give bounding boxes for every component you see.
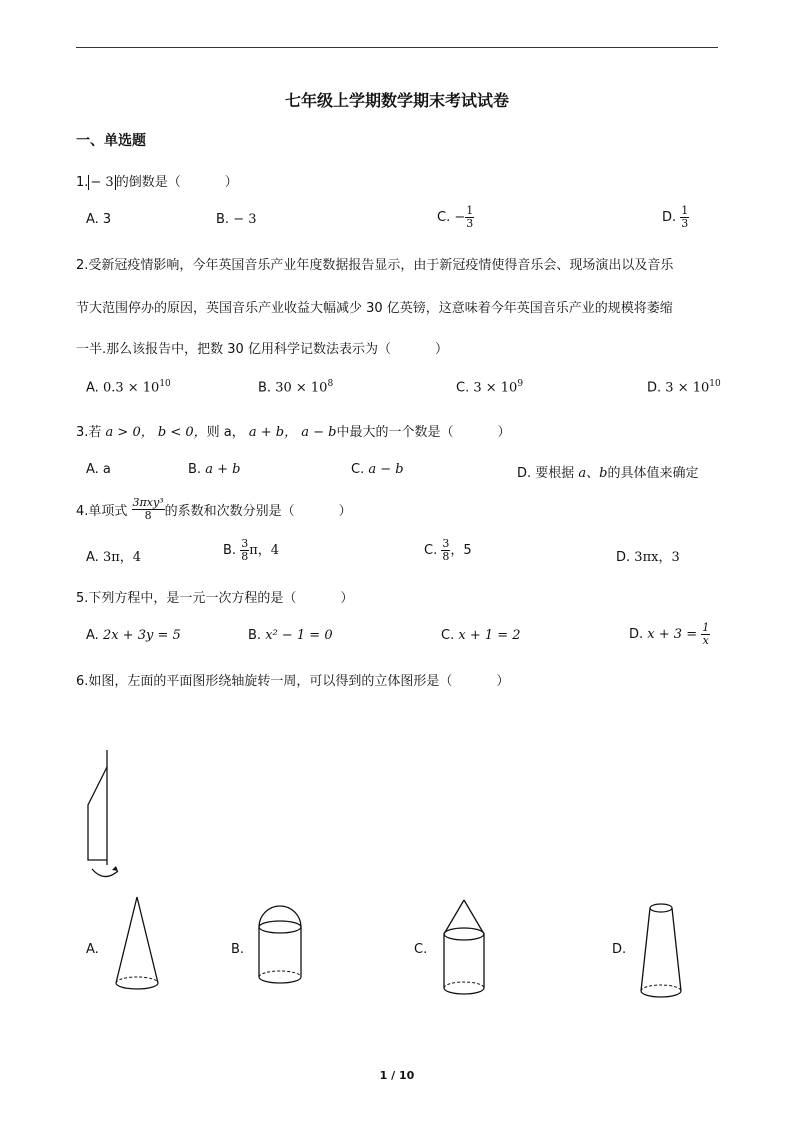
q1-option-a: A. 3 <box>86 212 112 227</box>
question-1: 1. − 3 的倒数是（ ） <box>76 175 238 190</box>
q2-option-a: A. $0.3 \times 10^{10}$ <box>86 379 171 396</box>
plane-figure-diagram <box>78 745 138 885</box>
q5-option-c: C. x + 1 = 2 <box>441 628 521 643</box>
arrow-head <box>112 866 118 871</box>
q5-option-a: A. 2x + 3y = 5 <box>86 628 181 643</box>
q6-option-b-label: B. <box>231 942 245 957</box>
question-2-line-1: 2.受新冠疫情影响，今年英国音乐产业年度数据报告显示，由于新冠疫情使得音乐会、现场演出以及音乐 <box>76 258 674 273</box>
cone-figure <box>112 893 172 993</box>
q1-option-b: B. − 3 <box>216 212 257 227</box>
fraction: $\frac{3}{8}$ <box>241 537 249 563</box>
q4-option-c: C. $\frac{3}{8}$ ，5 <box>424 537 472 563</box>
q4-option-d: D. 3πx，3 <box>616 550 680 565</box>
fraction: $\frac{1}{3}$ <box>466 204 474 230</box>
q3-option-c: C. a − b <box>351 462 404 477</box>
monomial-fraction: $\frac{\text{3πxy³}}{8}$ <box>132 496 164 522</box>
fraction: $\frac{1}{3}$ <box>681 204 689 230</box>
question-4: 4.单项式 $\frac{\text{3πxy³}}{8}$ 的系数和次数分别是（ ） <box>76 496 352 522</box>
q3-option-a: A. a <box>86 462 111 477</box>
header-rule <box>76 47 718 48</box>
fraction: $\frac{1}{x}$ <box>702 621 710 647</box>
question-5: 5.下列方程中，是一元一次方程的是（ ） <box>76 591 354 606</box>
abs-value-expr: − 3 <box>90 175 114 190</box>
cylinder-hemisphere-figure <box>255 905 315 995</box>
cone-cylinder-figure <box>440 897 500 1002</box>
q6-option-a-label: A. <box>86 942 99 957</box>
q4-option-a: A. 3π，4 <box>86 550 142 565</box>
question-2-line-2: 节大范围停办的原因，英国音乐产业收益大幅减少 30 亿英镑，这意味着今年英国音乐产业的规模将萎缩 <box>76 301 673 316</box>
q2-option-b: B. $30 \times 10^8$ <box>258 379 334 396</box>
question-3: 3.若 a > 0， b < 0，则 a， a + b， a − b中最大的一个数是（ ） <box>76 425 511 440</box>
question-2-line-3: 一半.那么该报告中，把数 30 亿用科学记数法表示为（ ） <box>76 342 448 357</box>
plane-shape <box>88 767 107 860</box>
page-title: 七年级上学期数学期末考试试卷 <box>284 91 509 110</box>
q6-option-d-label: D. <box>612 942 627 957</box>
q3-option-d: D. 要根据 a、b的具体值来确定 <box>517 466 699 481</box>
q1-option-c: C. − $\frac{1}{3}$ <box>437 204 474 230</box>
q3-option-b: B. a + b <box>188 462 241 477</box>
page-number: 1 / 10 <box>379 1069 415 1082</box>
q2-option-c: C. $3 \times 10^9$ <box>456 379 524 396</box>
q5-option-d: D. x + 3 = $\frac{1}{x}$ <box>629 621 710 647</box>
section-heading: 一、单选题 <box>76 133 146 149</box>
fraction: $\frac{3}{8}$ <box>442 537 450 563</box>
q6-option-c-label: C. <box>414 942 428 957</box>
q1-option-d: D. $\frac{1}{3}$ <box>662 204 689 230</box>
q2-option-d: D. $3 \times 10^{10}$ <box>647 379 721 396</box>
question-6: 6.如图，左面的平面图形绕轴旋转一周，可以得到的立体图形是（ ） <box>76 674 510 689</box>
frustum-figure <box>637 894 697 1004</box>
q4-option-b: B. $\frac{3}{8}$ π，4 <box>223 537 280 563</box>
q5-option-b: B. x² − 1 = 0 <box>248 628 333 643</box>
